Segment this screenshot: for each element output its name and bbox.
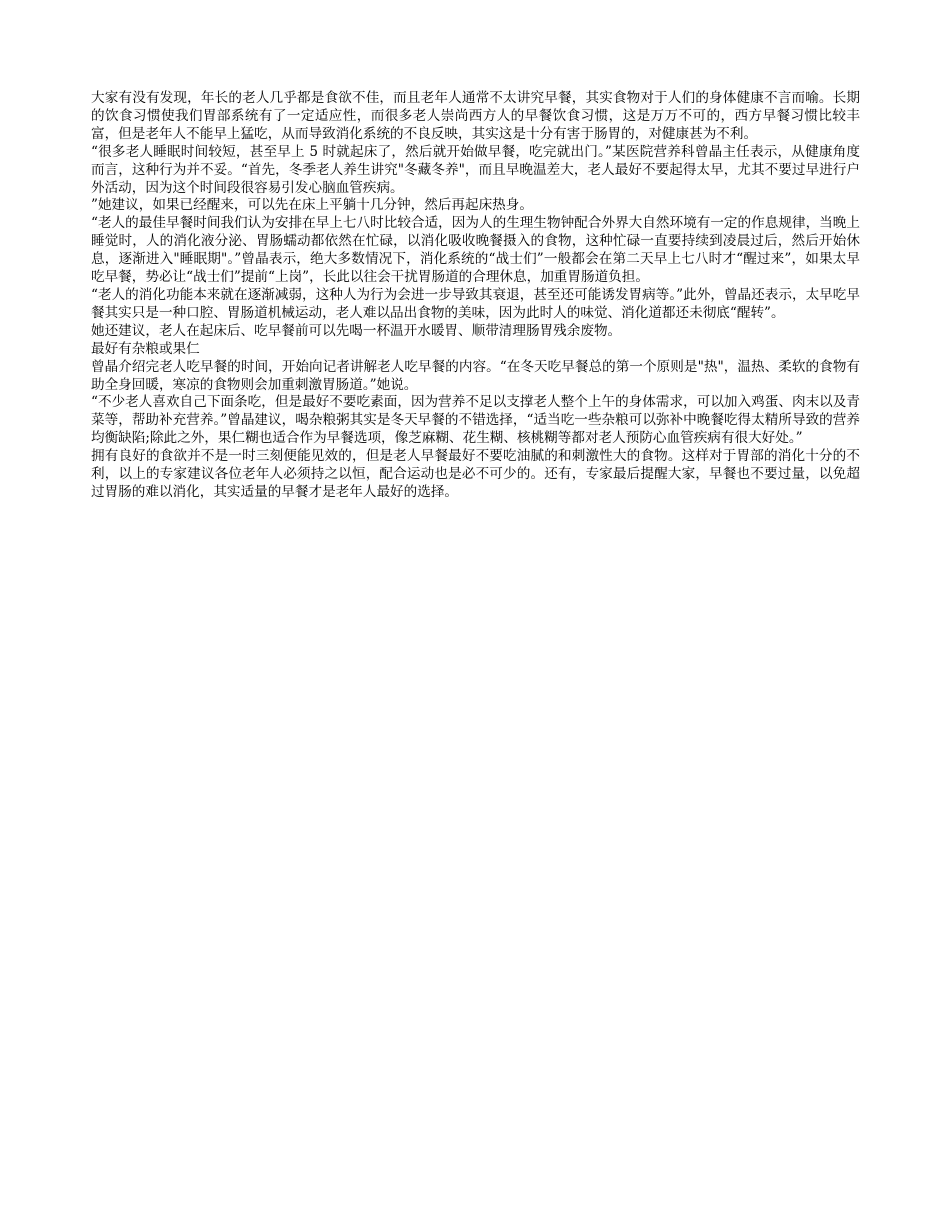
paragraph-warm-water-advice: 她还建议，老人在起床后、吃早餐前可以先喝一杯温开水暖胃、顺带清理肠胃残余废物。: [91, 322, 622, 339]
paragraph-conclusion: 拥有良好的食欲并不是一时三刻便能见效的，但是老人早餐最好不要吃油腻的和刺激性大的食物。这样对于胃部的消化十分的不利，以上的专家建议各位老年人必须持之以恒，配合运动也是必不可少的。还有，专家最后提醒大家，早餐也不要过量，以免超过胃肠的难以消化，其实适量的早餐才是老年人最好的选择。: [91, 448, 860, 500]
paragraph-quote-early-rising: “很多老人睡眠时间较短，甚至早上 5 时就起床了，然后就开始做早餐，吃完就出门。”某医院营养科曾晶主任表示，从健康角度而言，这种行为并不妥。“首先，冬季老人养生讲究"冬藏冬养"，而且早晚温差大，老人最好不要起得太早，尤其不要过早进行户外活动，因为这个时间段很容易引发心脑血管疾病。: [91, 143, 860, 196]
paragraph-breakfast-content: 曾晶介绍完老人吃早餐的时间，开始向记者讲解老人吃早餐的内容。“在冬天吃早餐总的第一个原则是"热"，温热、柔软的食物有助全身回暖，寒凉的食物则会加重刺激胃肠道。”她说。: [91, 358, 860, 393]
paragraph-intro: 大家有没有发现，年长的老人几乎都是食欲不佳，而且老年人通常不太讲究早餐，其实食物对于人们的身体健康不言而喻。长期的饮食习惯使我们胃部系统有了一定适应性，而很多老人崇尚西方人的早餐饮食习惯，这是万万不可的，西方早餐习惯比较丰富，但是老年人不能早上猛吃，从而导致消化系统的不良反映，其实这是十分有害于肠胃的，对健康甚为不利。: [91, 90, 860, 142]
paragraph-best-breakfast-time: “老人的最佳早餐时间我们认为安排在早上七八时比较合适，因为人的生理生物钟配合外界大自然环境有一定的作息规律，当晚上睡觉时，人的消化液分泌、胃肠蠕动都依然在忙碌，以消化吸收晚餐摄入的食物，这种忙碌一直要持续到凌晨过后，然后开始休息，逐渐进入"睡眠期"。”曾晶表示，绝大多数情况下，消化系统的“战士们”一般都会在第二天早上七八时才“醒过来”，如果太早吃早餐，势必让“战士们”提前“上岗”，长此以往会干扰胃肠道的合理休息，加重胃肠道负担。: [91, 215, 860, 286]
document-body: [91, 90, 860, 502]
paragraph-noodles-and-porridge: “不少老人喜欢自己下面条吃，但是最好不要吃素面，因为营养不足以支撑老人整个上午的身体需求，可以加入鸡蛋、肉末以及青菜等，帮助补充营养。”曾晶建议，喝杂粮粥其实是冬天早餐的不错选择，“适当吃一些杂粮可以弥补中晚餐吃得太精所导致的营养均衡缺陷;除此之外，果仁糊也适合作为早餐选项，像芝麻糊、花生糊、核桃糊等都对老人预防心血管疾病有很大好处。”: [91, 394, 860, 447]
paragraph-digestive-decline: “老人的消化功能本来就在逐渐减弱，这种人为行为会进一步导致其衰退，甚至还可能诱发胃病等。”此外，曾晶还表示，太早吃早餐其实只是一种口腔、胃肠道机械运动，老人难以品出食物的美味，因为此时人的味觉、消化道都还未彻底“醒转”。: [91, 286, 860, 321]
paragraph-advice-lie-down: ”她建议，如果已经醒来，可以先在床上平躺十几分钟，然后再起床热身。: [91, 197, 533, 214]
section-heading-grains-nuts: 最好有杂粮或果仁: [91, 340, 200, 357]
